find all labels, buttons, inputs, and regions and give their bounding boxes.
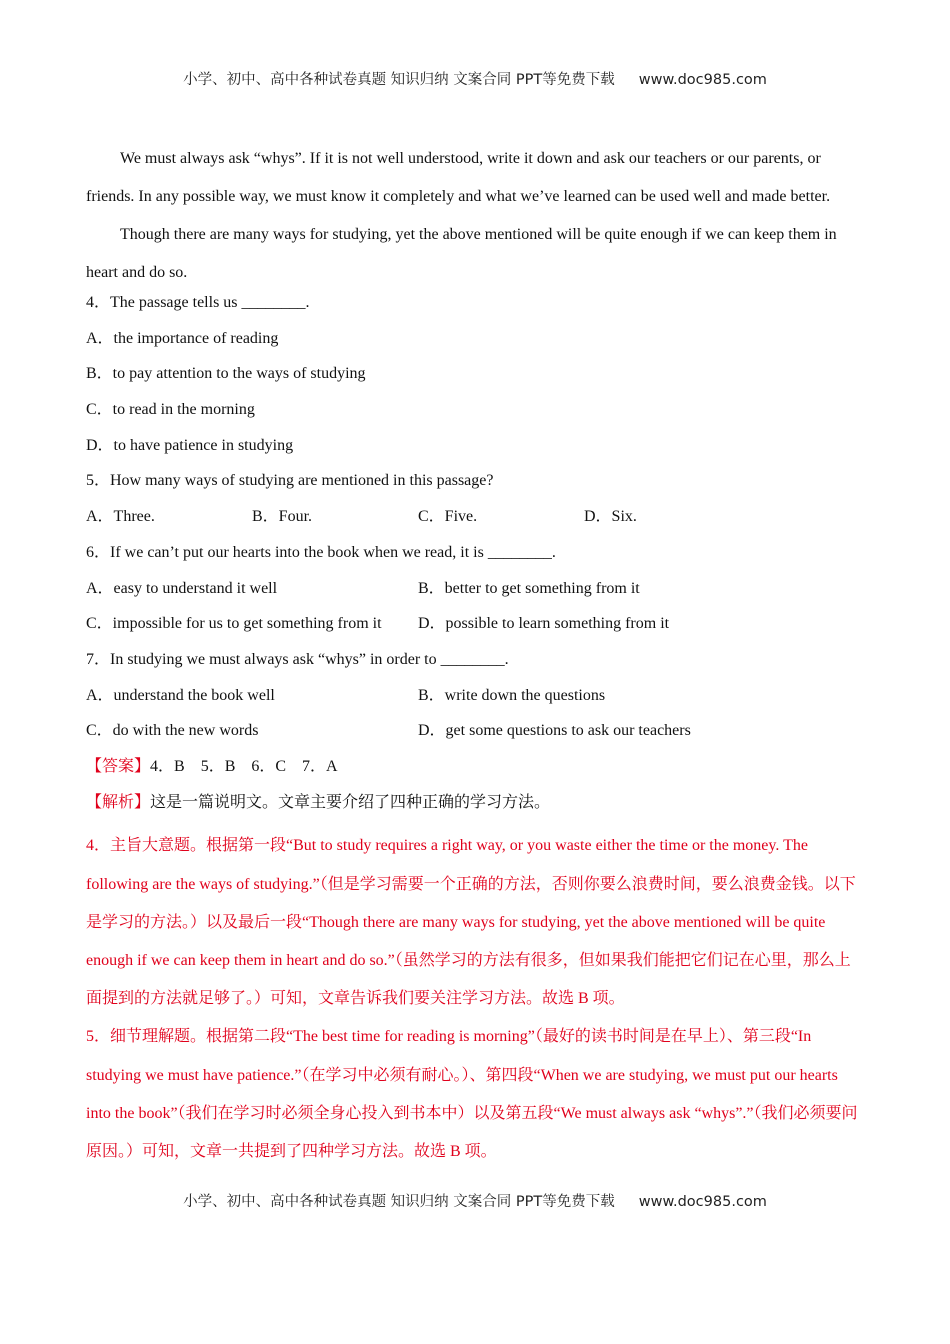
header-text: 小学、初中、高中各种试卷真题 知识归纳 文案合同 PPT等免费下载 [183, 72, 615, 88]
question-4-option-a: A．the importance of reading [86, 329, 279, 347]
question-6-options-row-2 [86, 613, 866, 649]
explanation-5: 5．细节理解题。根据第二段“The best time for reading is morning”（最好的读书时间是在早上）、第三段“In studying we must have patience.”（在学习中必须有耐心。）、第四段“When we are studying, we must put our hearts into the book”（我们在学习时必须全身心投入到书本中）以及第五段“We must always ask “whys”.”（我们必须要问原因。）可知，文章一共提到了四种学习方法。故选 B 项。 [86, 1028, 858, 1160]
question-7-option-d: D．get some questions to ask our teachers [418, 722, 691, 740]
explanation-4: 4．主旨大意题。根据第一段“But to study requires a right way, or you waste either the time or the money. The following are the ways of studying.”（但是学习需要一个正确的方法，否则你要么浪费时间，要么浪费金钱。以下是学习的方法。）以及最后一段“Though there are many ways for studying, yet the above mentioned will be quite enough if we can keep them in heart and do so.”（虽然学习的方法有很多，但如果我们能把它们记在心里，那么上面提到的方法就足够了。）可知，文章告诉我们要关注学习方法。故选 B 项。 [86, 837, 856, 1008]
footer-text: 小学、初中、高中各种试卷真题 知识归纳 文案合同 PPT等免费下载 [183, 1194, 615, 1210]
answer-label: 【答案】 [86, 757, 151, 775]
question-6-option-a: A．easy to understand it well [86, 579, 278, 597]
question-7-option-a: A．understand the book well [86, 686, 275, 704]
question-7-options-row-1 [86, 685, 866, 721]
question-5-option-b: B．Four. [252, 508, 313, 526]
question-7-stem: 7．In studying we must always ask “whys” in order to ________. [86, 650, 509, 668]
analysis-text: 这是一篇说明文。文章主要介绍了四种正确的学习方法。 [150, 793, 551, 811]
analysis-label: 【解析】 [86, 793, 151, 811]
passage-paragraph-1: We must always ask “whys”. If it is not well understood, write it down and ask our teachers or our parents, or friends. In any possible way, we must know it completely and what we’ve learned can be used well and made better. [86, 150, 831, 205]
answer-text: 4．B 5．B 6．C 7．A [150, 757, 338, 775]
question-5-option-c: C．Five. [418, 508, 478, 526]
analysis-line [86, 792, 866, 828]
question-4-option-d: D．to have patience in studying [86, 436, 294, 454]
question-6-option-d: D．possible to learn something from it [418, 615, 670, 633]
question-6-stem: 6．If we can’t put our hearts into the book when we read, it is ________. [86, 543, 556, 561]
question-4-option-b: B．to pay attention to the ways of studying [86, 365, 366, 383]
document-body [86, 140, 866, 1171]
question-6-option-b: B．better to get something from it [418, 579, 640, 597]
question-6-option-c: C．impossible for us to get something from it [86, 615, 382, 633]
question-6-options-row-1 [86, 578, 866, 614]
question-5-options [86, 506, 866, 542]
passage-paragraph-2: Though there are many ways for studying, yet the above mentioned will be quite enough if we can keep them in heart and do so. [86, 226, 837, 281]
question-4-stem: 4．The passage tells us ________. [86, 294, 310, 311]
page-header [0, 68, 950, 89]
question-5-option-a: A．Three. [86, 508, 155, 526]
question-5-option-d: D．Six. [584, 508, 637, 526]
question-7-options-row-2 [86, 720, 866, 756]
answer-line [86, 756, 866, 792]
footer-url[interactable]: www.doc985.com [638, 1194, 767, 1210]
question-7-option-c: C．do with the new words [86, 722, 259, 740]
page-footer [0, 1190, 950, 1211]
header-url[interactable]: www.doc985.com [638, 72, 767, 88]
question-4-option-c: C．to read in the morning [86, 401, 255, 419]
question-5-stem: 5．How many ways of studying are mentioned in this passage? [86, 472, 494, 490]
question-7-option-b: B．write down the questions [418, 686, 606, 704]
